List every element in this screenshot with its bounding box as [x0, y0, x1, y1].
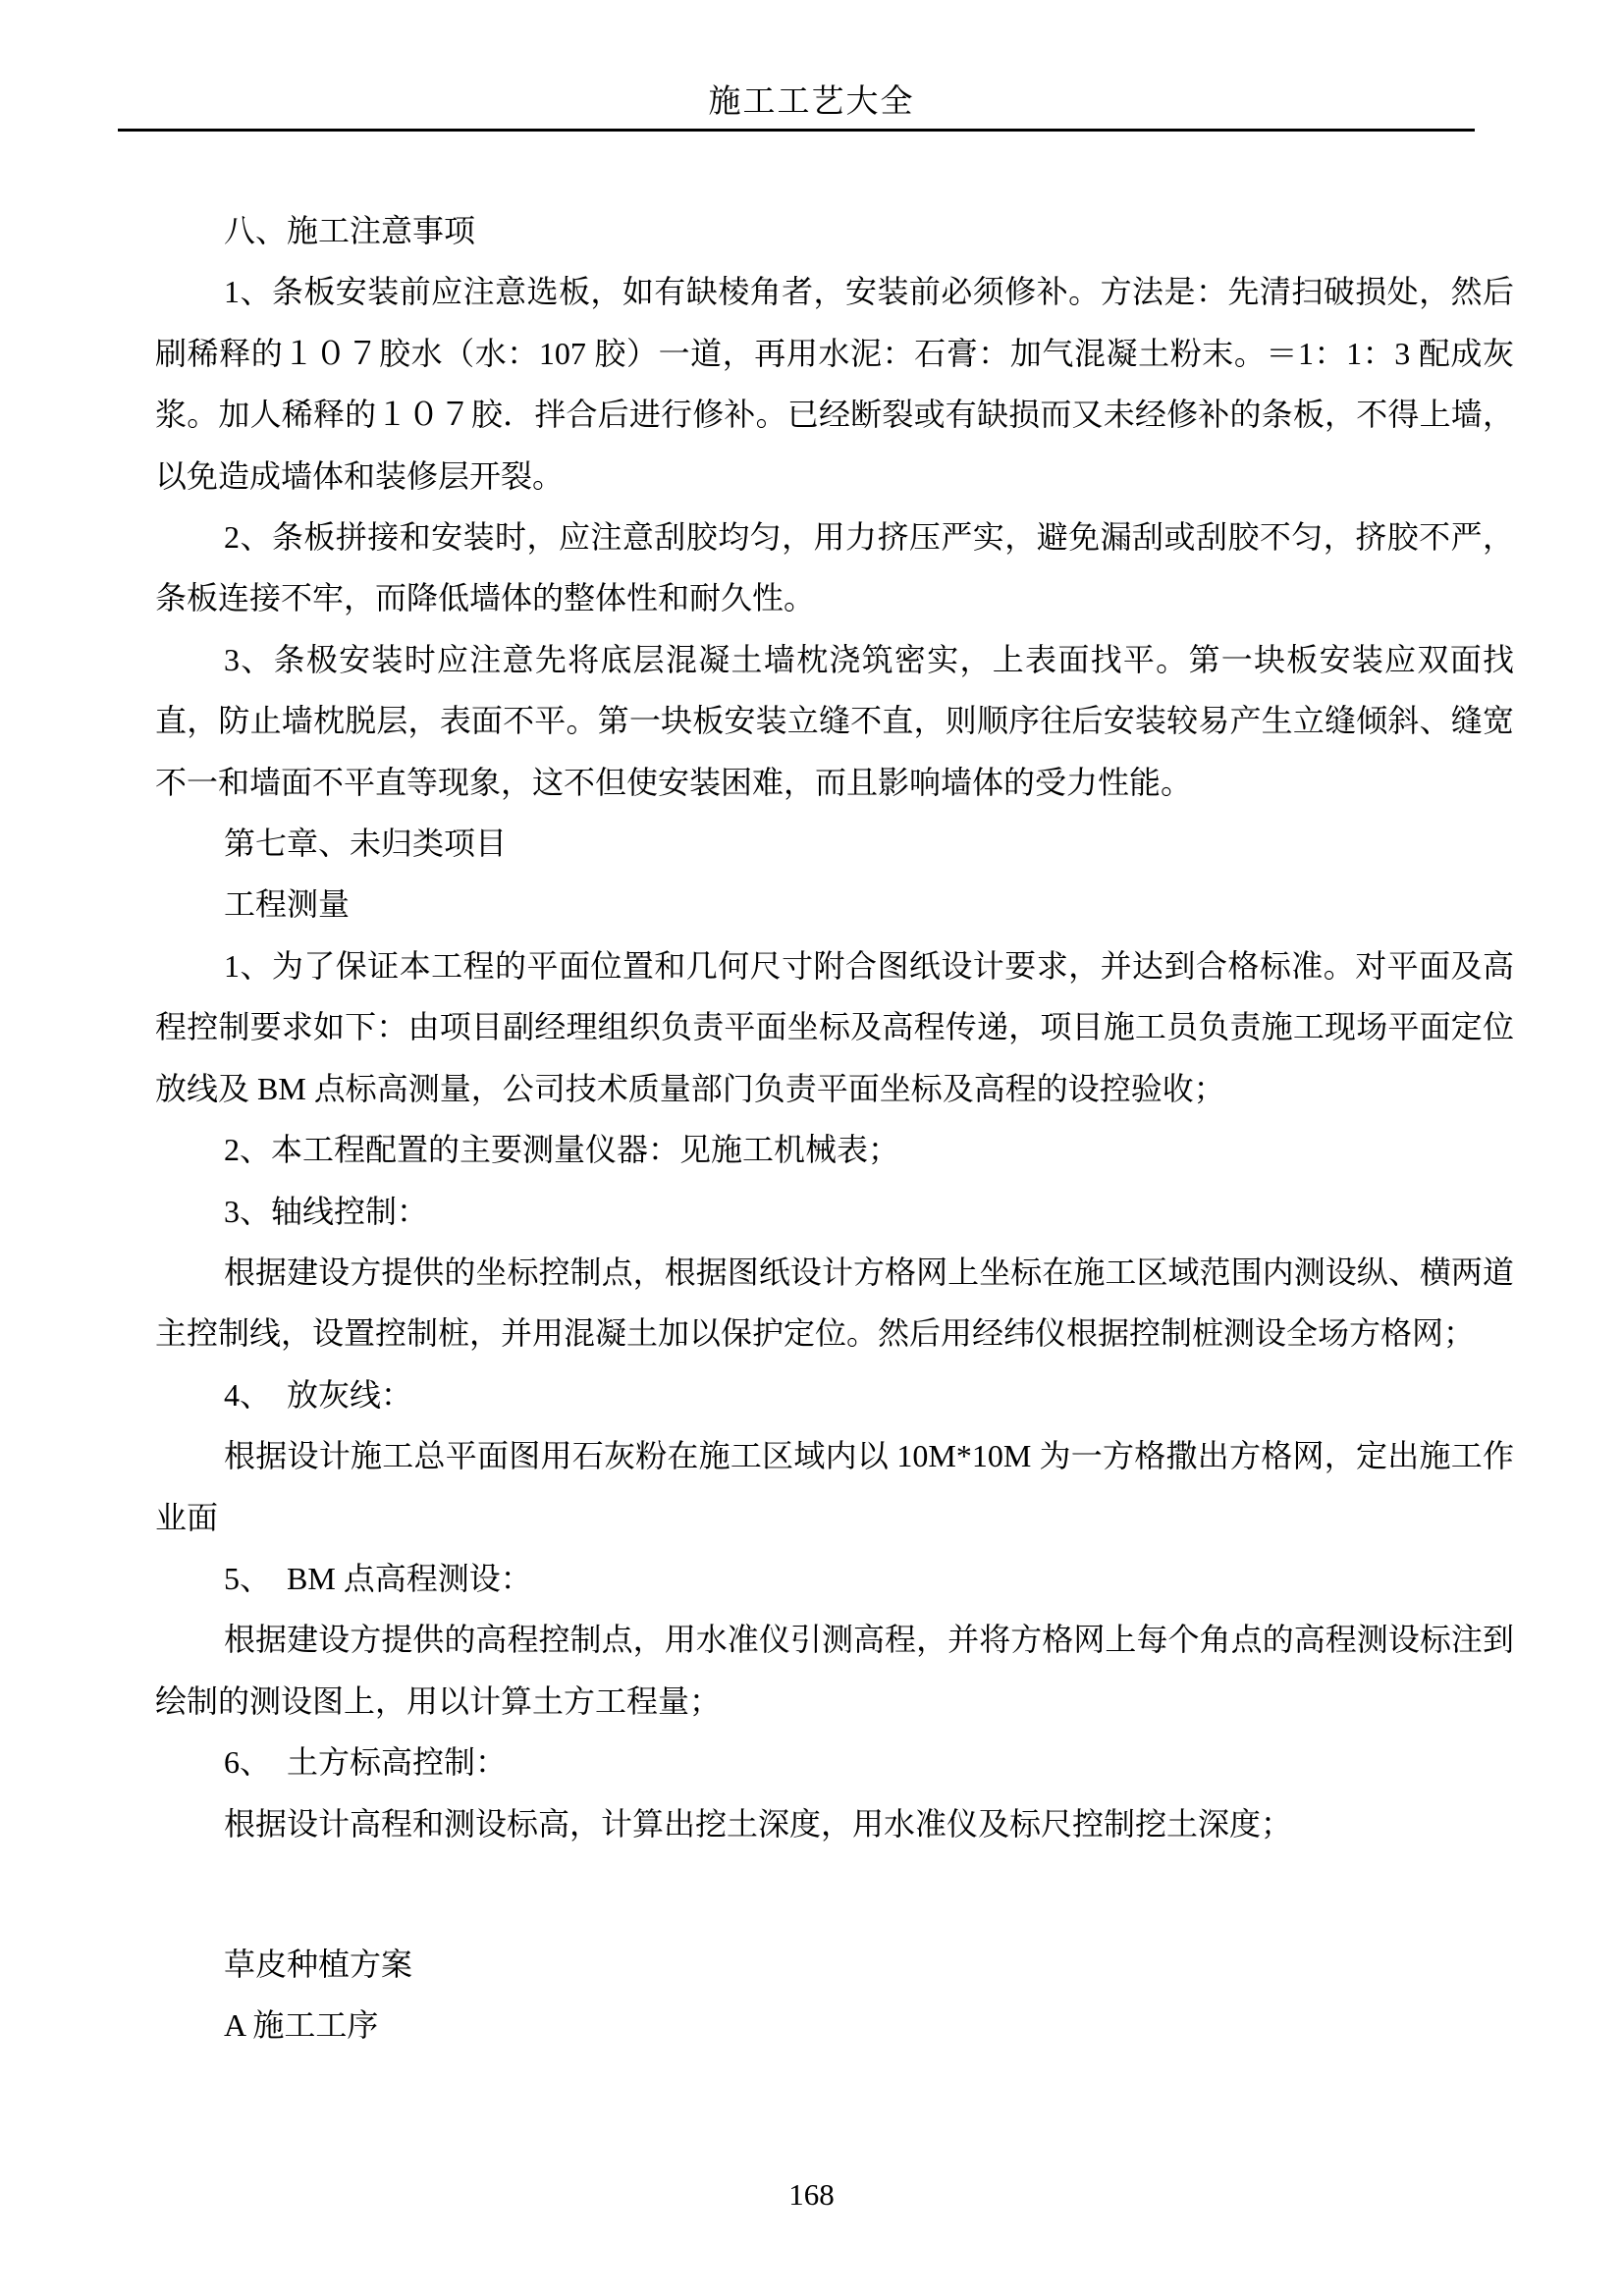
paragraph-plan-title: 草皮种植方案: [224, 1946, 413, 1982]
paragraph: 2、本工程配置的主要测量仪器：见施工机械表；: [224, 1132, 900, 1168]
paragraph: 5、 BM 点高程测设：: [224, 1560, 532, 1596]
paragraph: 6、 土方标高控制：: [224, 1744, 508, 1781]
paragraph: 3、轴线控制：: [224, 1193, 429, 1229]
paragraph: 根据设计高程和测设标高，计算出挖土深度，用水准仪及标尺控制挖土深度；: [224, 1805, 1293, 1842]
header-divider: [118, 129, 1475, 132]
document-body: [155, 200, 1514, 2056]
paragraph: 1、为了保证本工程的平面位置和几何尺寸附合图纸设计要求，并达到合格标准。对平面及高程控制要求如下：由项目副经理组织负责平面坐标及高程传递，项目施工员负责施工现场平面定位放线及 BM 点标高测量，公司技术质量部门负责平面坐标及高程的设控验收；: [155, 947, 1514, 1106]
paragraph: 2、条板拼接和安装时，应注意刮胶均匀，用力挤压严实，避免漏刮或刮胶不匀，挤胶不严，条板连接不牢，而降低墙体的整体性和耐久性。: [155, 519, 1514, 616]
page-header-title: 施工工艺大全: [708, 84, 915, 120]
paragraph: 根据设计施工总平面图用石灰粉在施工区域内以 10M*10M 为一方格撒出方格网，定出施工作业面: [155, 1438, 1514, 1535]
paragraph-section-heading: 八、施工注意事项: [224, 213, 476, 248]
paragraph-subheading: 工程测量: [224, 886, 351, 923]
paragraph-chapter-heading: 第七章、未归类项目: [224, 826, 508, 862]
blank-lines-spacer: [155, 1854, 1514, 1934]
paragraph: 4、 放灰线：: [224, 1376, 413, 1413]
page-number: 168: [788, 2177, 835, 2212]
paragraph: A 施工工序: [224, 2007, 379, 2044]
paragraph: 1、条板安装前应注意选板，如有缺棱角者，安装前必须修补。方法是：先清扫破损处，然后刷稀释的１０７胶水（水：107 胶）一道，再用水泥：石膏：加气混凝土粉末。＝1：1：3 配成灰浆。加人稀释的１０７胶．拌合后进行修补。已经断裂或有缺损而又未经修补的条板，不得上墙，以免造成墙体和装修层开裂。: [155, 274, 1514, 494]
paragraph: 3、条极安装时应注意先将底层混凝土墙枕浇筑密实，上表面找平。第一块板安装应双面找直，防止墙枕脱层，表面不平。第一块板安装立缝不直，则顺序往后安装较易产生立缝倾斜、缝宽不一和墙面不平直等现象，这不但使安装困难，而且影响墙体的受力性能。: [155, 641, 1514, 800]
paragraph: 根据建设方提供的高程控制点，用水准仪引测高程，并将方格网上每个角点的高程测设标注到绘制的测设图上，用以计算土方工程量；: [155, 1622, 1514, 1719]
paragraph: 根据建设方提供的坐标控制点，根据图纸设计方格网上坐标在施工区域范围内测设纵、横两道主控制线，设置控制桩，并用混凝土加以保护定位。然后用经纬仪根据控制桩测设全场方格网；: [155, 1254, 1514, 1352]
